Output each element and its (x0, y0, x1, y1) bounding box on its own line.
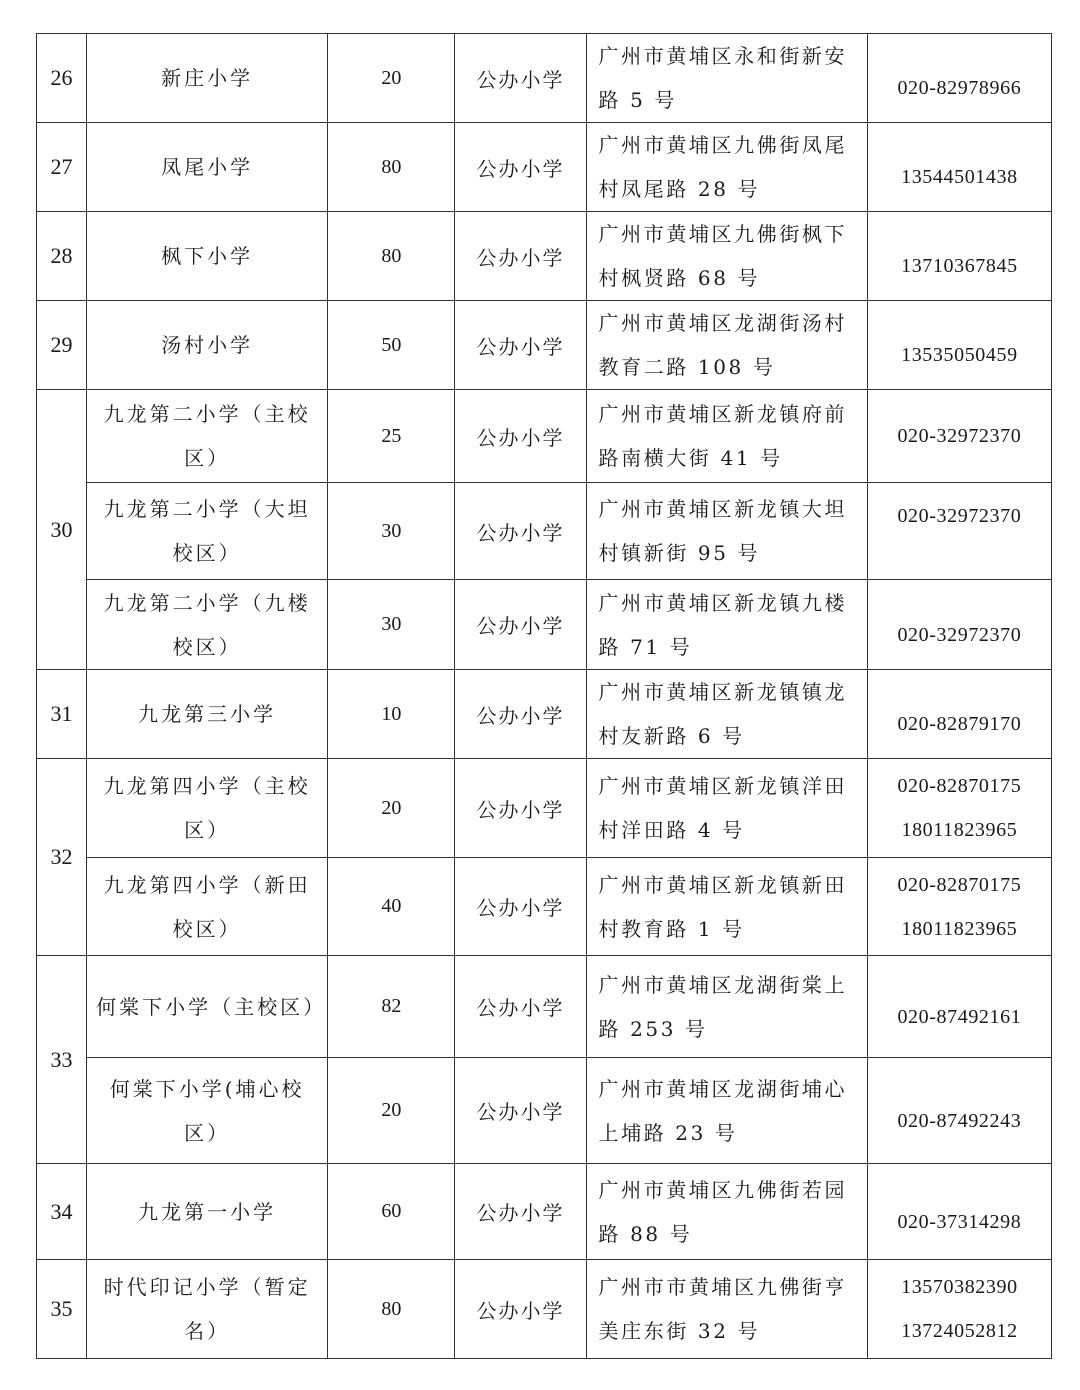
enrollment-count: 10 (328, 670, 455, 759)
phone-number: 020-82879170 (867, 670, 1051, 759)
table-row (37, 1260, 1052, 1359)
phone-number: 020-32972370 (867, 483, 1051, 580)
school-name: 九龙第四小学（新田校区） (87, 858, 328, 956)
phone-number: 13710367845 (867, 212, 1051, 301)
enrollment-count: 80 (328, 212, 455, 301)
enrollment-count: 20 (328, 1058, 455, 1164)
enrollment-count: 50 (328, 301, 455, 390)
table-row (37, 956, 1052, 1058)
school-type: 公办小学 (455, 123, 586, 212)
row-number: 34 (37, 1164, 87, 1260)
enrollment-count: 60 (328, 1164, 455, 1260)
school-name: 枫下小学 (87, 212, 328, 301)
school-table (36, 33, 1052, 1359)
school-type: 公办小学 (455, 956, 586, 1058)
phone-number: 020-32972370 (867, 390, 1051, 483)
row-number: 29 (37, 301, 87, 390)
table-row (37, 1164, 1052, 1260)
school-address: 广州市黄埔区新龙镇大坦村镇新街 95 号 (586, 483, 867, 580)
row-number: 28 (37, 212, 87, 301)
table-row (37, 580, 1052, 670)
school-name: 九龙第二小学（大坦校区） (87, 483, 328, 580)
table-row (37, 34, 1052, 123)
school-address: 广州市市黄埔区九佛街亨美庄东街 32 号 (586, 1260, 867, 1359)
school-type: 公办小学 (455, 34, 586, 123)
table-row (37, 483, 1052, 580)
school-address: 广州市黄埔区九佛街若园路 88 号 (586, 1164, 867, 1260)
phone-number: 020-82978966 (867, 34, 1051, 123)
row-number: 32 (37, 759, 87, 956)
enrollment-count: 20 (328, 34, 455, 123)
school-name: 何棠下小学(埔心校区） (87, 1058, 328, 1164)
school-name: 汤村小学 (87, 301, 328, 390)
enrollment-count: 80 (328, 123, 455, 212)
school-type: 公办小学 (455, 301, 586, 390)
school-address: 广州市黄埔区新龙镇镇龙村友新路 6 号 (586, 670, 867, 759)
phone-number: 020-87492161 (867, 956, 1051, 1058)
table-row (37, 212, 1052, 301)
school-name: 凤尾小学 (87, 123, 328, 212)
school-address: 广州市黄埔区龙湖街棠上路 253 号 (586, 956, 867, 1058)
phone-number: 020-87492243 (867, 1058, 1051, 1164)
school-address: 广州市黄埔区龙湖街汤村教育二路 108 号 (586, 301, 867, 390)
school-address: 广州市黄埔区龙湖街埔心上埔路 23 号 (586, 1058, 867, 1164)
school-type: 公办小学 (455, 580, 586, 670)
school-address: 广州市黄埔区九佛街凤尾村凤尾路 28 号 (586, 123, 867, 212)
school-name: 九龙第二小学（主校区） (87, 390, 328, 483)
phone-number: 020-37314298 (867, 1164, 1051, 1260)
school-address: 广州市黄埔区新龙镇洋田村洋田路 4 号 (586, 759, 867, 858)
row-number: 27 (37, 123, 87, 212)
row-number: 31 (37, 670, 87, 759)
enrollment-count: 20 (328, 759, 455, 858)
enrollment-count: 80 (328, 1260, 455, 1359)
row-number: 26 (37, 34, 87, 123)
school-address: 广州市黄埔区新龙镇九楼路 71 号 (586, 580, 867, 670)
phone-numbers: 020-82870175 18011823965 (867, 759, 1051, 858)
school-name: 九龙第三小学 (87, 670, 328, 759)
table-row (37, 123, 1052, 212)
table-row (37, 1058, 1052, 1164)
school-type: 公办小学 (455, 483, 586, 580)
school-type: 公办小学 (455, 1164, 586, 1260)
row-number: 30 (37, 390, 87, 670)
school-name: 九龙第二小学（九楼校区） (87, 580, 328, 670)
school-type: 公办小学 (455, 1058, 586, 1164)
enrollment-count: 25 (328, 390, 455, 483)
school-name: 何棠下小学（主校区） (87, 956, 328, 1058)
school-type: 公办小学 (455, 390, 586, 483)
table-row (37, 670, 1052, 759)
school-address: 广州市黄埔区新龙镇新田村教育路 1 号 (586, 858, 867, 956)
school-name: 九龙第四小学（主校区） (87, 759, 328, 858)
school-type: 公办小学 (455, 670, 586, 759)
table-row (37, 301, 1052, 390)
phone-number: 13535050459 (867, 301, 1051, 390)
table-row (37, 759, 1052, 858)
row-number: 35 (37, 1260, 87, 1359)
enrollment-count: 82 (328, 956, 455, 1058)
school-type: 公办小学 (455, 759, 586, 858)
enrollment-count: 30 (328, 580, 455, 670)
enrollment-count: 30 (328, 483, 455, 580)
school-name: 新庄小学 (87, 34, 328, 123)
school-address: 广州市黄埔区新龙镇府前路南横大街 41 号 (586, 390, 867, 483)
school-address: 广州市黄埔区永和街新安路 5 号 (586, 34, 867, 123)
table-row (37, 858, 1052, 956)
phone-number: 13544501438 (867, 123, 1051, 212)
phone-number: 020-32972370 (867, 580, 1051, 670)
school-name: 九龙第一小学 (87, 1164, 328, 1260)
row-number: 33 (37, 956, 87, 1164)
school-address: 广州市黄埔区九佛街枫下村枫贤路 68 号 (586, 212, 867, 301)
phone-numbers: 13570382390 13724052812 (867, 1260, 1051, 1359)
school-type: 公办小学 (455, 858, 586, 956)
school-type: 公办小学 (455, 212, 586, 301)
phone-numbers: 020-82870175 18011823965 (867, 858, 1051, 956)
enrollment-count: 40 (328, 858, 455, 956)
table-row (37, 390, 1052, 483)
school-type: 公办小学 (455, 1260, 586, 1359)
school-name: 时代印记小学（暂定名） (87, 1260, 328, 1359)
